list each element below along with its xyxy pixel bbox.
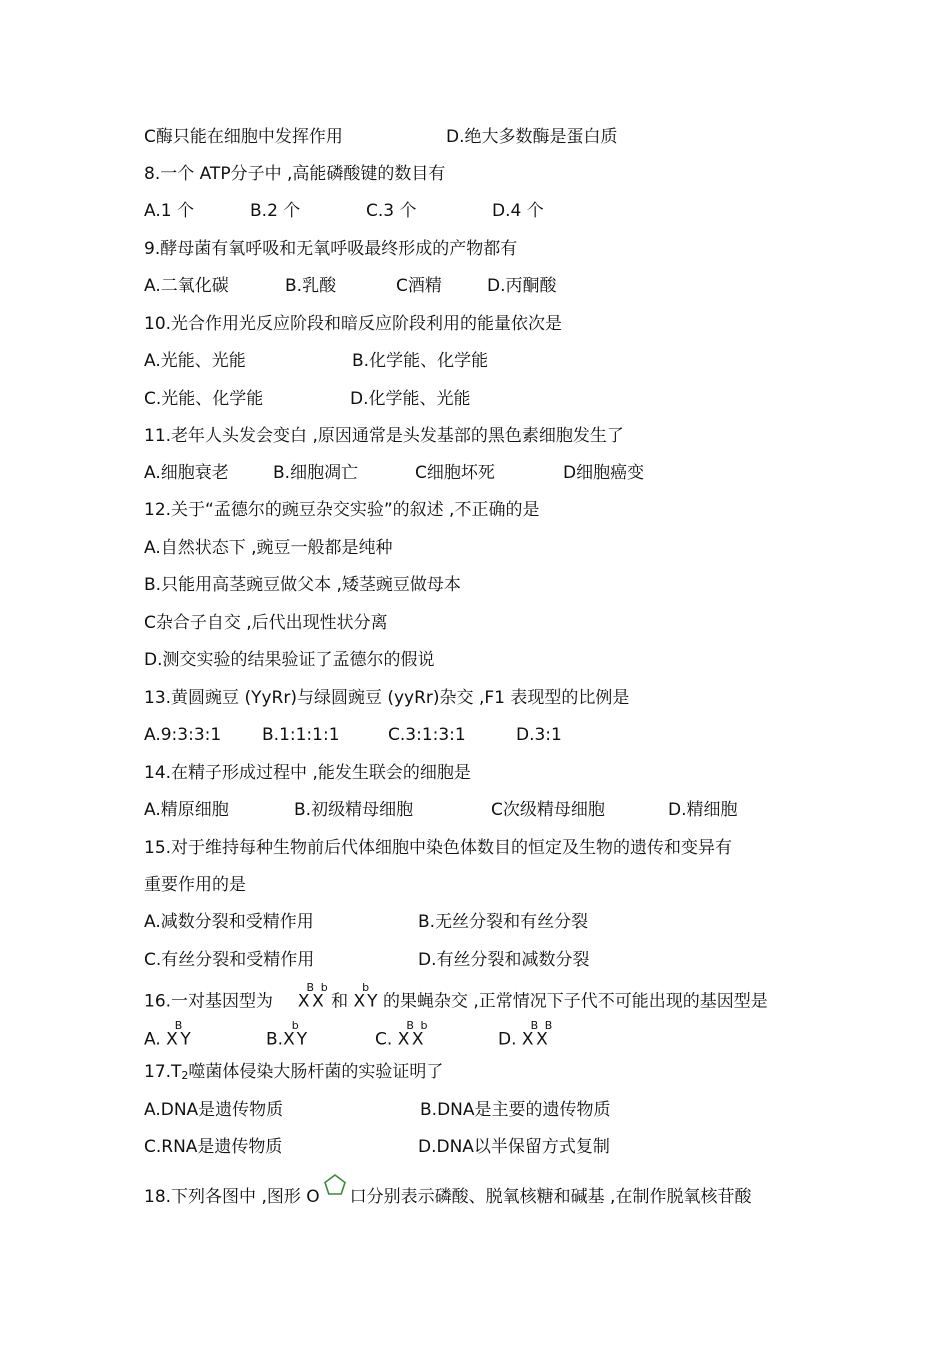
- q7-option-d: D.绝大多数酶是蛋白质: [446, 127, 618, 147]
- q10-option-b: B.化学能、化学能: [352, 351, 489, 371]
- q17-option-b: B.DNA是主要的遗传物质: [420, 1100, 611, 1120]
- q8-option-c: C.3 个: [366, 201, 417, 221]
- q12-option-d: D.测交实验的结果验证了孟德尔的假说: [144, 650, 435, 670]
- q11-option-a: A.细胞衰老: [144, 463, 229, 483]
- q14-option-d: D.精细胞: [668, 800, 738, 820]
- q10-stem: 10.光合作用光反应阶段和暗反应阶段利用的能量依次是: [144, 314, 563, 334]
- q17-option-c: C.RNA是遗传物质: [144, 1137, 283, 1157]
- q9-option-c: C酒精: [396, 276, 442, 296]
- pentagon-icon: [324, 1174, 346, 1196]
- q13-option-d: D.3:1: [516, 725, 562, 745]
- q16-option-c: C. $X^BX^b$: [375, 1019, 428, 1050]
- q15-option-d: D.有丝分裂和减数分裂: [418, 950, 590, 970]
- q18-stem: 18.下列各图中 ,图形 O 口分别表示磷酸、脱氧核糖和碱基 ,在制作脱氧核苷酸: [144, 1174, 751, 1208]
- q10-option-a: A.光能、光能: [144, 351, 246, 371]
- q10-option-c: C.光能、化学能: [144, 389, 264, 409]
- q8-stem: 8.一个 ATP分子中 ,高能磷酸键的数目有: [144, 164, 446, 184]
- q15-stem: 15.对于维持每种生物前后代体细胞中染色体数目的恒定及生物的遗传和变异有: [144, 838, 733, 858]
- q11-stem: 11.老年人头发会变白 ,原因通常是头发基部的黑色素细胞发生了: [144, 426, 624, 446]
- q15-stem-continued: 重要作用的是: [144, 875, 246, 895]
- q15-option-b: B.无丝分裂和有丝分裂: [418, 912, 589, 932]
- q11-option-d: D细胞癌变: [563, 463, 645, 483]
- q16-stem: 16.一对基因型为 $X^BX^b$ 和 $X^bY$ 的果蝇杂交 ,正常情况下子代不可能出现的基因型是: [144, 981, 768, 1012]
- q13-option-a: A.9:3:3:1: [144, 725, 222, 745]
- q12-option-a: A.自然状态下 ,豌豆一般都是纯种: [144, 538, 393, 558]
- q8-option-d: D.4 个: [492, 201, 544, 221]
- q7-option-c: C酶只能在细胞中发挥作用: [144, 127, 343, 147]
- q8-option-b: B.2 个: [250, 201, 301, 221]
- q16-option-b: $B.X^bY$: [266, 1019, 308, 1050]
- q9-option-d: D.丙酮酸: [487, 276, 557, 296]
- q17-option-a: A.DNA是遗传物质: [144, 1100, 284, 1120]
- q14-stem: 14.在精子形成过程中 ,能发生联会的细胞是: [144, 763, 471, 783]
- q11-option-c: C细胞坏死: [415, 463, 495, 483]
- q16-option-a: A. $X^BY$: [144, 1019, 191, 1050]
- q9-option-b: B.乳酸: [285, 276, 337, 296]
- q15-option-c: C.有丝分裂和受精作用: [144, 950, 315, 970]
- q17-option-d: D.DNA以半保留方式复制: [418, 1137, 610, 1157]
- q11-option-b: B.细胞凋亡: [273, 463, 359, 483]
- q8-option-a: A.1 个: [144, 201, 194, 221]
- q9-option-a: A.二氧化碳: [144, 276, 229, 296]
- q13-stem: 13.黄圆豌豆 (YyRr)与绿圆豌豆 (yyRr)杂交 ,F1 表现型的比例是: [144, 688, 630, 708]
- q14-option-a: A.精原细胞: [144, 800, 229, 820]
- genotype-xbxb: $X^BX^b$: [297, 981, 328, 1012]
- q16-option-d: D. $X^BX^B$: [498, 1019, 553, 1050]
- q14-option-b: B.初级精母细胞: [294, 800, 414, 820]
- q10-option-d: D.化学能、光能: [350, 389, 471, 409]
- genotype-xby: $X^b$: [353, 981, 370, 1012]
- q12-option-b: B.只能用高茎豌豆做父本 ,矮茎豌豆做母本: [144, 575, 461, 595]
- q15-option-a: A.减数分裂和受精作用: [144, 912, 314, 932]
- q12-option-c: C杂合子自交 ,后代出现性状分离: [144, 613, 388, 633]
- q13-option-b: B.1:1:1:1: [262, 725, 340, 745]
- q14-option-c: C次级精母细胞: [491, 800, 605, 820]
- q9-stem: 9.酵母菌有氧呼吸和无氧呼吸最终形成的产物都有: [144, 239, 518, 259]
- q17-stem: 17.T2噬菌体侵染大肠杆菌的实验证明了: [144, 1062, 444, 1082]
- q13-option-c: C.3:1:3:1: [388, 725, 466, 745]
- q12-stem: 12.关于“孟德尔的豌豆杂交实验”的叙述 ,不正确的是: [144, 500, 540, 520]
